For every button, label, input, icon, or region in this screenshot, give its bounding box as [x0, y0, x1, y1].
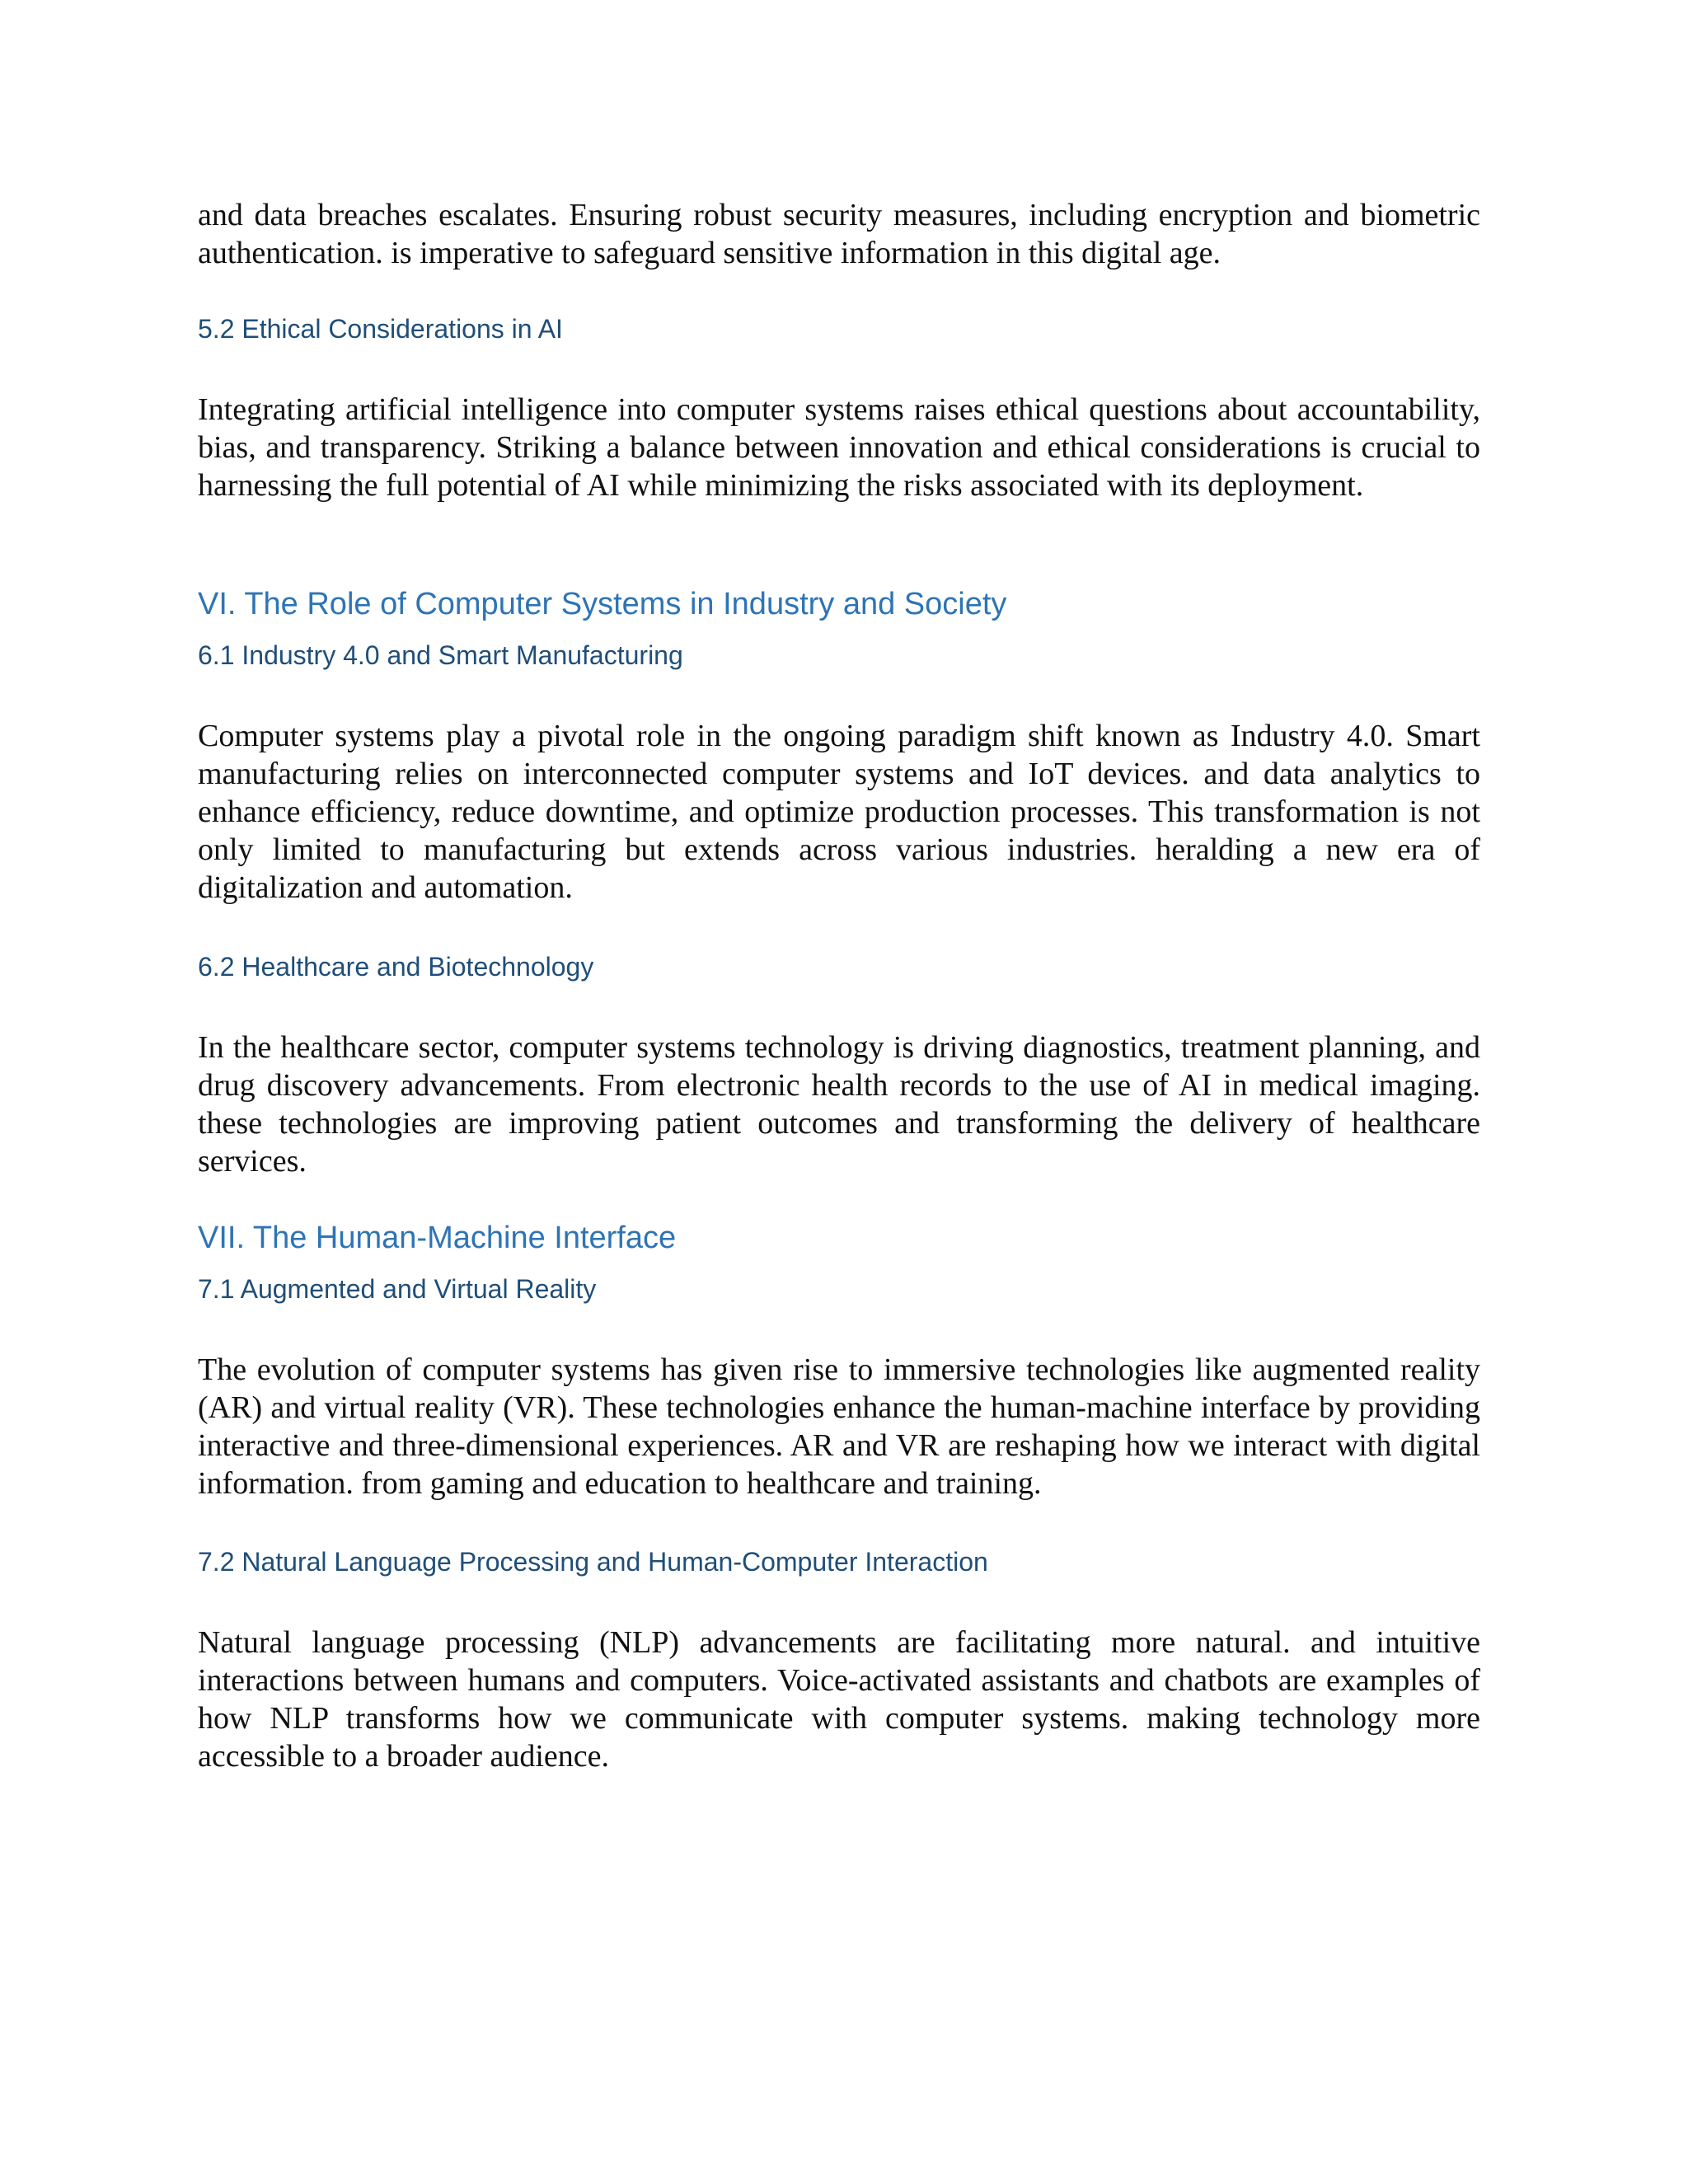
heading-6-1: 6.1 Industry 4.0 and Smart Manufacturing — [198, 640, 683, 670]
continuation-paragraph: and data breaches escalates. Ensuring robust security measures, including encryption and biometric authentication. is imperative to safeguard sensitive information in this digital age. — [198, 198, 1480, 270]
paragraph-6-1: Computer systems play a pivotal role in the ongoing paradigm shift known as Industry 4.0. Smart manufacturing relies on interconnected computer systems and IoT devices. and data analytics to enhance efficiency, reduce downtime, and optimize production processes. This transformation is not only limited to manufacturing but extends across various industries. heralding a new era of digitalization and automation. — [198, 719, 1480, 905]
heading-6-2: 6.2 Healthcare and Biotechnology — [198, 952, 594, 982]
paragraph-7-2: Natural language processing (NLP) advancements are facilitating more natural. and intuitive interactions between humans and computers. Voice-activated assistants and chatbots are examples of how NLP transforms how we communicate with computer systems. making technology more accessible to a broader audience. — [198, 1625, 1480, 1774]
paragraph-7-1: The evolution of computer systems has given rise to immersive technologies like augmented reality (AR) and virtual reality (VR). These technologies enhance the human-machine interface by providing interactive and three-dimensional experiences. AR and VR are reshaping how we interact with digital information. from gaming and education to healthcare and training. — [198, 1352, 1480, 1501]
paragraph-5-2: Integrating artificial intelligence into computer systems raises ethical questions about accountability, bias, and transparency. Striking a balance between innovation and ethical considerations is crucial to harnessing the full potential of AI while minimizing the risks associated with its deployment. — [198, 392, 1480, 503]
heading-5-2: 5.2 Ethical Considerations in AI — [198, 314, 563, 344]
heading-7-1: 7.1 Augmented and Virtual Reality — [198, 1274, 597, 1304]
heading-7-2: 7.2 Natural Language Processing and Human-Computer Interaction — [198, 1547, 988, 1577]
heading-section-7: VII. The Human-Machine Interface — [198, 1221, 677, 1255]
heading-section-6: VI. The Role of Computer Systems in Industry and Society — [198, 587, 1007, 621]
paragraph-6-2: In the healthcare sector, computer systems technology is driving diagnostics, treatment planning, and drug discovery advancements. From electronic health records to the use of AI in medical imaging. these technologies are improving patient outcomes and transforming the delivery of healthcare services. — [198, 1030, 1480, 1179]
